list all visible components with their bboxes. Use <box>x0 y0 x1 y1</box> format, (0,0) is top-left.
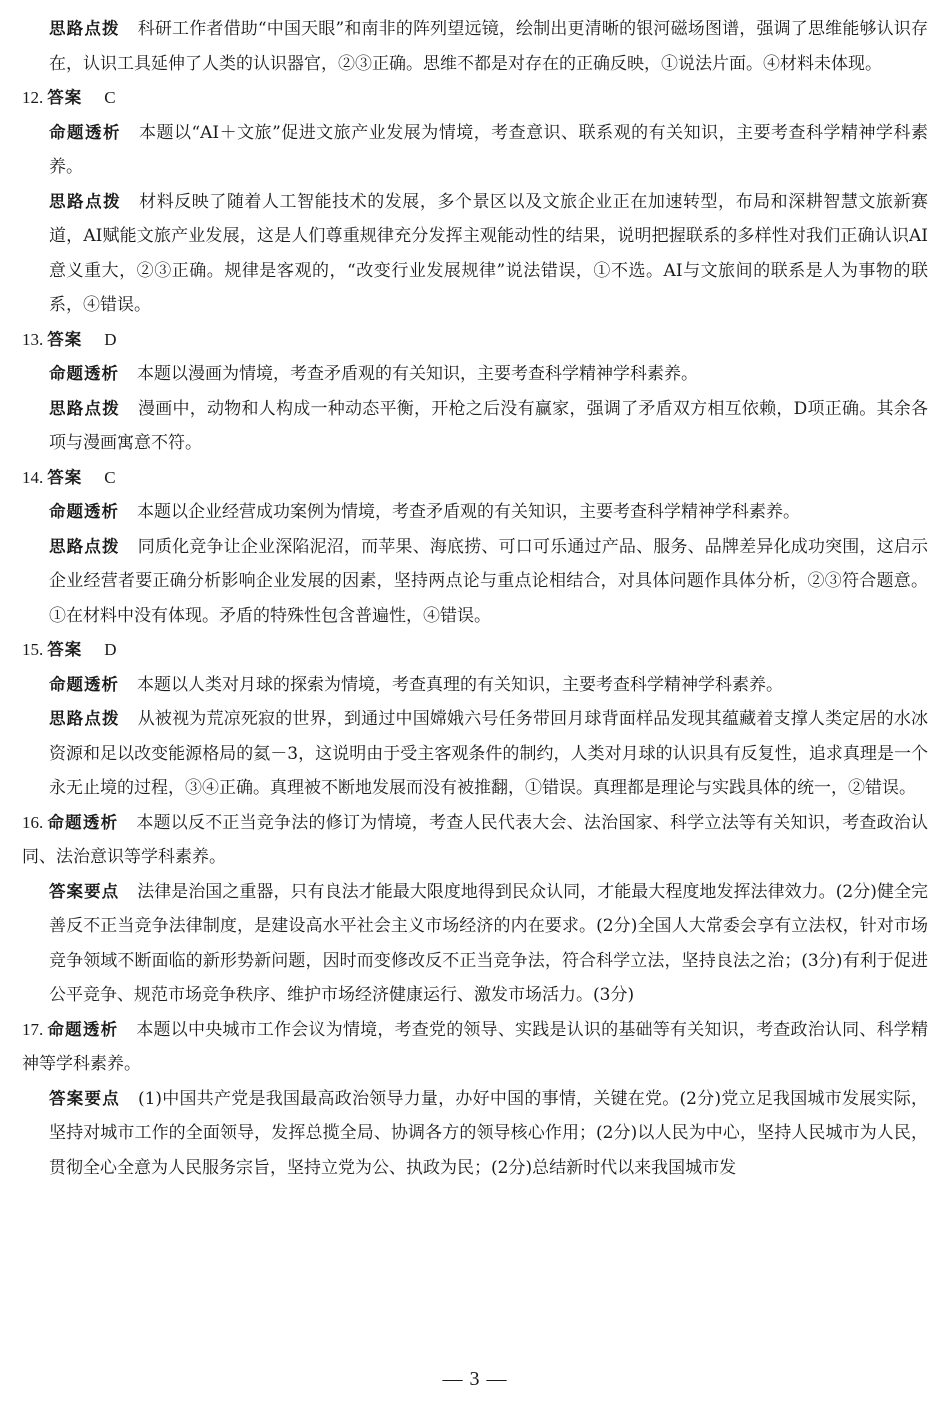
q14-intent <box>22 495 928 530</box>
q15-analysis <box>22 702 928 806</box>
q15-number: 15. <box>22 640 44 659</box>
q16-points <box>22 875 928 1013</box>
q11-analysis-text: 科研工作者借助“中国天眼”和南非的阵列望远镜，绘制出更清晰的银河磁场图谱，强调了思维能够认识存在，认识工具延伸了人类的认识器官，②③正确。思维不都是对存在的正确反映，①说法片面。④材料未体现。 <box>49 19 929 74</box>
q17-number: 17. <box>22 1019 44 1039</box>
q12-answer-line <box>22 81 928 116</box>
q13-analysis-text: 漫画中，动物和人构成一种动态平衡，开枪之后没有赢家，强调了矛盾双方相互依赖，D项正确。其余各项与漫画寓意不符。 <box>49 398 928 453</box>
q16-points-text: 法律是治国之重器，只有良法才能最大限度地得到民众认同，才能最大程度地发挥法律效力。(2分)健全完善反不正当竞争法律制度，是建设高水平社会主义市场经济的内在要求。(2分)全国人大常委会享有立法权，针对市场竞争领域不断面临的新形势新问题，因时而变修改反不正当竞争法，符合科学立法，坚持良法之治；(3分)有利于促进公平竞争、规范市场竞争秩序、维护市场经济健康运行、激发市场活力。(3分) <box>49 881 928 1005</box>
q17-points <box>22 1082 928 1186</box>
q16-number: 16. <box>22 812 44 832</box>
q13-answer-value: D <box>104 329 117 349</box>
q17-points-label: 答案要点 <box>49 1088 120 1108</box>
q12-answer-label: 答案 <box>47 88 83 107</box>
q13-intent-text: 本题以漫画为情境，考查矛盾观的有关知识，主要考查科学精神学科素养。 <box>137 364 698 384</box>
q17-points-text: (1)中国共产党是我国最高政治领导力量，办好中国的事情，关键在党。(2分)党立足我国城市发展实际，坚持对城市工作的全面领导，发挥总揽全局、协调各方的领导核心作用；(2分)以人民为中心，坚持人民城市为人民，贯彻全心全意为人民服务宗旨，坚持立党为公、执政为民；(2分)总结新时代以来我国城市发 <box>49 1088 928 1178</box>
q13-intent-label: 命题透析 <box>49 364 119 383</box>
q16-intent <box>22 806 928 875</box>
q15-intent-label: 命题透析 <box>49 674 119 694</box>
q12-answer-value: C <box>104 88 116 107</box>
q12-intent-text: 本题以“AI＋文旅”促进文旅产业发展为情境，考查意识、联系观的有关知识，主要考查科学精神学科素养。 <box>49 122 928 177</box>
q16-intent-text: 本题以反不正当竞争法的修订为情境，考查人民代表大会、法治国家、科学立法等有关知识，考查政治认同、法治意识等学科素养。 <box>22 812 929 867</box>
q17-intent <box>22 1013 928 1082</box>
q12-intent-label: 命题透析 <box>49 122 121 142</box>
q14-answer-value: C <box>104 467 116 487</box>
q13-analysis <box>22 392 928 461</box>
q13-analysis-label: 思路点拨 <box>49 398 121 418</box>
q14-answer-line <box>22 461 928 496</box>
q14-analysis <box>22 530 928 634</box>
q15-analysis-label: 思路点拨 <box>49 709 120 728</box>
q12-intent <box>22 116 928 185</box>
q13-number: 13. <box>22 329 44 349</box>
q14-answer-label: 答案 <box>47 467 83 487</box>
q11-analysis <box>22 12 928 81</box>
q13-answer-line <box>22 323 928 358</box>
q11-analysis-label: 思路点拨 <box>49 19 120 38</box>
q14-analysis-text: 同质化竞争让企业深陷泥沼，而苹果、海底捞、可口可乐通过产品、服务、品牌差异化成功突围，这启示企业经营者要正确分析影响企业发展的因素，坚持两点论与重点论相结合，对具体问题作具体分析，②③符合题意。①在材料中没有体现。矛盾的特殊性包含普遍性，④错误。 <box>49 536 929 626</box>
q14-analysis-label: 思路点拨 <box>49 536 120 556</box>
q13-intent <box>22 357 928 392</box>
q15-answer-value: D <box>104 640 117 659</box>
q15-answer-label: 答案 <box>47 640 83 659</box>
q16-intent-label: 命题透析 <box>47 812 119 832</box>
q14-number: 14. <box>22 467 44 487</box>
q13-answer-label: 答案 <box>47 329 83 349</box>
q12-analysis-label: 思路点拨 <box>49 191 122 211</box>
q15-intent-text: 本题以人类对月球的探索为情境，考查真理的有关知识，主要考查科学精神学科素养。 <box>137 674 783 695</box>
page-number: — 3 — <box>442 1368 508 1390</box>
q12-analysis <box>22 185 928 323</box>
q12-analysis-text: 材料反映了随着人工智能技术的发展，多个景区以及文旅企业正在加速转型，布局和深耕智慧文旅新赛道，AI赋能文旅产业发展，这是人们尊重规律充分发挥主观能动性的结果，说明把握联系的多样性对我们正确认识AI意义重大，②③正确。规律是客观的，“改变行业发展规律”说法错误，①不选。AI与文旅间的联系是人为事物的联系，④错误。 <box>49 191 929 315</box>
q15-intent <box>22 668 928 703</box>
q16-points-label: 答案要点 <box>49 881 120 901</box>
q17-intent-label: 命题透析 <box>47 1019 119 1039</box>
q15-analysis-text: 从被视为荒凉死寂的世界，到通过中国嫦娥六号任务带回月球背面样品发现其蕴藏着支撑人类定居的水冰资源和足以改变能源格局的氦－3，这说明由于受主客观条件的制约，人类对月球的认识具有反复性，追求真理是一个永无止境的过程，③④正确。真理被不断地发展而没有被推翻，①错误。真理都是理论与实践具体的统一，②错误。 <box>49 709 929 798</box>
q14-intent-label: 命题透析 <box>49 502 119 521</box>
q14-intent-text: 本题以企业经营成功案例为情境，考查矛盾观的有关知识，主要考查科学精神学科素养。 <box>137 502 800 522</box>
q15-answer-line <box>22 633 928 668</box>
q17-intent-text: 本题以中央城市工作会议为情境，考查党的领导、实践是认识的基础等有关知识，考查政治认同、科学精神等学科素养。 <box>22 1019 929 1074</box>
q12-number: 12. <box>22 88 44 107</box>
